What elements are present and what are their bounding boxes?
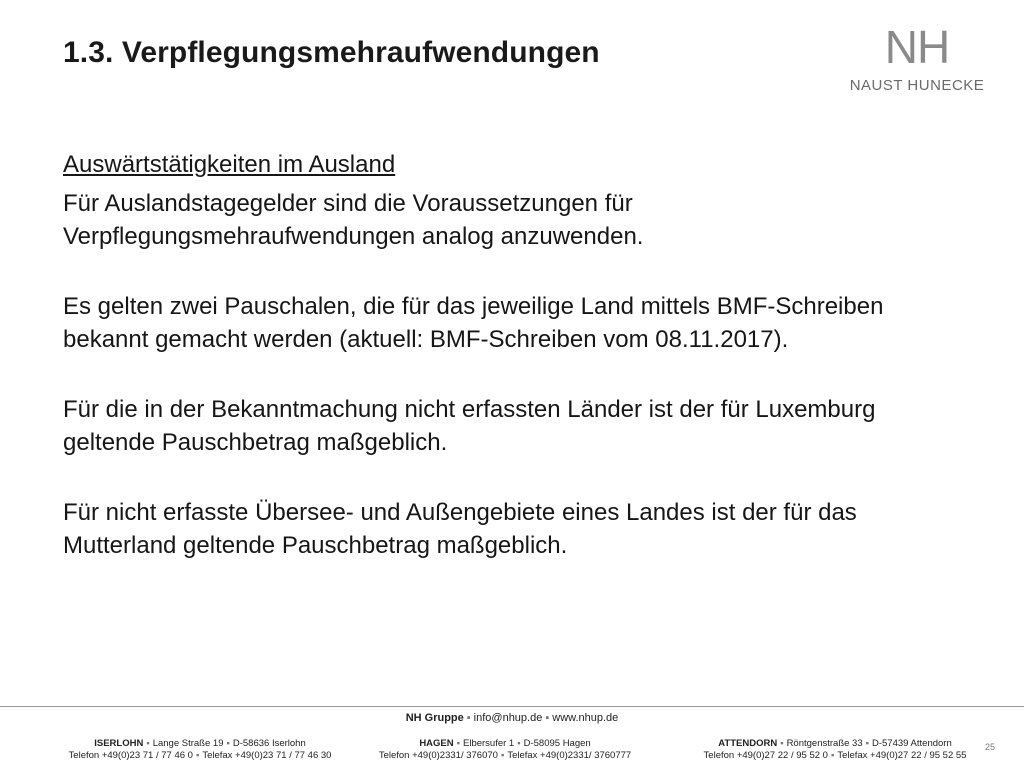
separator: ▪ [830,750,835,761]
office-phone: Telefon +49(0)2331/ 376070 [378,750,498,761]
office-zip: D-57439 Attendorn [871,738,952,749]
separator: ▪ [545,712,550,724]
office-zip: D-58095 Hagen [523,738,591,749]
section-subhead: Auswärtstätigkeiten im Ausland [63,151,396,178]
spacer [63,253,963,290]
separator: ▪ [500,750,505,761]
spacer [63,356,963,393]
footer-email[interactable]: info@nhup.de [473,712,543,724]
separator: ▪ [780,738,784,749]
office-fax: Telefax +49(0)27 22 / 95 52 55 [837,750,967,761]
slide-title: 1.3. Verpflegungsmehraufwendungen [63,36,600,69]
office-phone: Telefon +49(0)27 22 / 95 52 0 [703,750,828,761]
footer-divider [0,706,1024,707]
group-name: NH Gruppe [405,712,464,724]
paragraph: Für nicht erfasste Übersee- und Außengebiete eines Landes ist der für das Mutterland geltende Pauschbetrag maßgeblich. [63,499,857,559]
office-address: Röntgenstraße 33 [786,738,863,749]
company-logo [836,21,998,96]
spacer [63,459,963,496]
separator: ▪ [146,738,150,749]
office-fax: Telefax +49(0)23 71 / 77 46 30 [202,750,332,761]
office-address: Elbersufer 1 [463,738,515,749]
office-attendorn [690,738,980,762]
footer [0,712,1024,761]
office-iserlohn [55,738,345,762]
separator: ▪ [456,738,460,749]
separator: ▪ [517,738,521,749]
office-hagen [365,738,645,762]
office-city: ATTENDORN [718,738,778,749]
office-zip: D-58636 Iserlohn [232,738,306,749]
paragraph: Für Auslandstagegelder sind die Voraussetzungen für Verpflegungsmehraufwendungen analog anzuwenden. [63,190,644,250]
footer-website[interactable]: www.nhup.de [552,712,619,724]
office-address: Lange Straße 19 [152,738,224,749]
office-city: HAGEN [419,738,454,749]
paragraph: Es gelten zwei Pauschalen, die für das jeweilige Land mittels BMF-Schreiben bekannt gemacht werden (aktuell: BMF-Schreiben vom 08.11.2017). [63,293,884,353]
logo-mark: NH [884,21,950,73]
logo-name: NAUST HUNECKE [849,77,985,94]
separator: ▪ [195,750,200,761]
office-fax: Telefax +49(0)2331/ 3760777 [507,750,632,761]
office-phone: Telefon +49(0)23 71 / 77 46 0 [68,750,193,761]
separator: ▪ [466,712,471,724]
footer-contact-line [0,712,1024,724]
slide-body [63,148,963,562]
office-city: ISERLOHN [94,738,144,749]
separator: ▪ [226,738,230,749]
paragraph: Für die in der Bekanntmachung nicht erfassten Länder ist der für Luxemburg geltende Pauschbetrag maßgeblich. [63,396,876,456]
page-number: 25 [985,742,996,752]
separator: ▪ [865,738,869,749]
